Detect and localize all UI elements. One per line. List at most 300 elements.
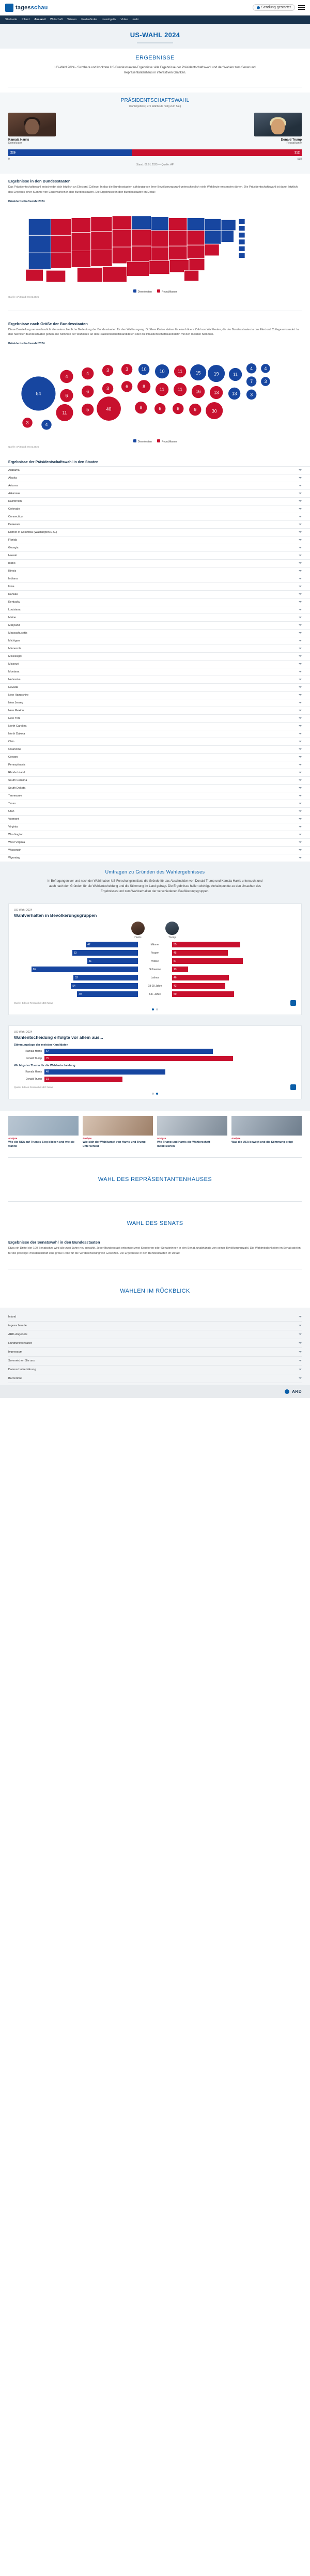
svg-text:30: 30 [211, 408, 217, 414]
footer-item-label: Rundfunkverwaltet [8, 1341, 32, 1345]
map-bubbles-text: Diese Darstellung veranschaulicht die unterschiedliche Bedeutung der Bundesstaaten für den Wahlausgang. Größere Kreise stehen für eine höhere Zahl von Wahlleuten, die der Bundesstaaten in das Electoral College entsendet. In den nächsten Bundesstaaten gehen alle Stimmen der Wahlleute an den Präsidentschaftskandidaten oder die Präsidentschaftskandidatin mit den meisten Stimmen. [8, 328, 299, 336]
state-name: New Jersey [8, 701, 23, 704]
svg-text:19: 19 [213, 371, 219, 377]
senate-results-block [0, 1240, 310, 1263]
chart1-value-harris: 54 [71, 983, 138, 989]
share-icon[interactable] [290, 1084, 296, 1090]
live-dot-icon [257, 6, 260, 9]
chart1-value-trump: 13 [172, 967, 188, 972]
chart1-bar-trump [172, 983, 296, 989]
state-row[interactable] [0, 839, 310, 847]
svg-text:10: 10 [141, 366, 147, 372]
chart1-candidate-headers [14, 922, 296, 939]
svg-text:40: 40 [106, 406, 112, 412]
state-row[interactable] [0, 498, 310, 505]
teaser-kicker: Analyse [83, 1137, 92, 1140]
state-row[interactable] [0, 823, 310, 831]
state-row[interactable] [0, 746, 310, 754]
results-title: ERGEBNISSE [135, 55, 175, 61]
teaser-card[interactable] [157, 1116, 227, 1149]
chart1-bar-harris [14, 949, 138, 956]
chart2-row-label: Donald Trump [25, 1057, 42, 1061]
chart2-row [14, 1077, 296, 1082]
svg-text:3: 3 [264, 378, 267, 384]
footer-item-label: Barrierefrei [8, 1376, 23, 1380]
chevron-down-icon [299, 679, 302, 680]
chevron-down-icon [299, 578, 302, 579]
pagination-dot-2[interactable] [156, 1093, 158, 1095]
chevron-down-icon [299, 508, 302, 510]
chart2-row [14, 1049, 296, 1054]
map-electors-text: Das Präsidentschaftswahl entscheidet sich letztlich an Electoral College. In das die Bundesstaaten abhängig von ihrer Bevölkerungszahl unterschiedlich viele Wahlleute entsenden dürfen. Die Präsidentschaftswahl ist damit letztlich das Ergebnis einer Summe von Einzelwahlen in den Bundesstaaten. Die Ergebnisse in den Bundesstaaten im Detail: [8, 186, 298, 194]
teaser-image [83, 1116, 153, 1136]
chevron-down-icon [299, 756, 302, 758]
state-name: Wisconsin [8, 848, 22, 852]
nav-item-3[interactable]: Wirtschaft [50, 18, 63, 21]
state-name: New Mexico [8, 709, 24, 712]
state-name: Georgia [8, 546, 19, 549]
footer-item-label: Datenschutzerklärung [8, 1368, 36, 1371]
state-row[interactable] [0, 769, 310, 777]
svg-text:6: 6 [65, 393, 68, 398]
state-row[interactable] [0, 777, 310, 785]
chart2-bar-value: 31 [44, 1077, 122, 1082]
chevron-down-icon [299, 1360, 302, 1361]
svg-text:4: 4 [264, 365, 267, 371]
state-row[interactable] [0, 599, 310, 606]
state-row[interactable] [0, 661, 310, 668]
state-name: Ohio [8, 740, 14, 743]
state-row[interactable] [0, 637, 310, 645]
state-row[interactable] [0, 466, 310, 474]
chevron-down-icon [299, 787, 302, 789]
state-name: District of Columbia (Washington D.C.) [8, 530, 57, 534]
share-icon[interactable] [290, 1000, 296, 1006]
state-row[interactable] [0, 505, 310, 513]
svg-text:4: 4 [65, 374, 68, 379]
state-row[interactable] [0, 544, 310, 552]
chart1-source: Quelle: Edison Research / NBC News [14, 1002, 53, 1005]
pagination-dot-1[interactable] [152, 1093, 154, 1095]
chevron-down-icon [299, 741, 302, 742]
chart1-row [14, 974, 296, 981]
state-row[interactable] [0, 668, 310, 676]
chart1-group-label: 65+ Jahre [149, 992, 161, 996]
chart1-value-trump: 43 [172, 983, 225, 989]
footer-item[interactable] [8, 1322, 302, 1330]
retrospective-section [0, 1275, 310, 1308]
chevron-down-icon [299, 632, 302, 634]
state-name: Tennessee [8, 794, 22, 798]
svg-text:6: 6 [159, 406, 162, 411]
chart1-bar-trump [172, 974, 296, 981]
chart2-bar-value: 75 [44, 1056, 233, 1061]
chevron-down-icon [299, 570, 302, 572]
state-row[interactable] [0, 614, 310, 622]
state-row[interactable] [0, 754, 310, 761]
state-name: Texas [8, 802, 16, 805]
footer-item[interactable] [8, 1366, 302, 1374]
state-name: West Virginia [8, 840, 25, 844]
electoral-count-dem: 226 [10, 151, 16, 155]
chevron-down-icon [299, 469, 302, 471]
state-name: Arizona [8, 484, 18, 487]
chart1-kicker: US-Wahl 2024 [14, 909, 33, 912]
nav-item-5[interactable]: Faktenfinder [81, 18, 97, 21]
map-electors-heading: Ergebnisse in den Bundesstaaten [8, 179, 71, 184]
chart1-value-trump: 50 [172, 991, 234, 997]
svg-text:11: 11 [160, 387, 165, 392]
chevron-down-icon [299, 1333, 302, 1335]
avatar-face-shape [271, 119, 285, 134]
chevron-down-icon [299, 826, 302, 827]
main-navigation [0, 16, 310, 24]
map-bubbles-block [0, 316, 310, 455]
electoral-bar [8, 149, 302, 156]
footer-item[interactable] [8, 1374, 302, 1383]
chevron-down-icon [299, 617, 302, 618]
svg-text:8: 8 [177, 406, 180, 411]
house-section [0, 1163, 310, 1196]
us-bubble-svg [8, 347, 302, 438]
state-row[interactable] [0, 800, 310, 808]
chart1-value-trump: 46 [172, 975, 229, 980]
polls-section [0, 862, 310, 902]
chevron-down-icon [299, 810, 302, 812]
chart1-bar-harris [14, 991, 138, 998]
map-electors-label: Präsidentschaftswahl 2024 [8, 200, 45, 203]
chart1-bar-trump [172, 966, 296, 973]
polls-text: In Befragungen vor und nach der Wahl haben US-Forschungsinstitute die Gründe für das Abschneiden von Donald Trump und Kamala Harris untersucht und auch nach den Gründen für die Wahlentscheidung und die Stimmung im Land gefragt. Die Ergebnisse helfen wichtige Anhaltspunkte zu den Ursachen des Ergebnisses und zum Wahlverhalten der verschiedenen Bevölkerungsgruppen. [47, 879, 263, 894]
svg-text:15: 15 [195, 370, 201, 376]
electoral-count-rep: 312 [294, 151, 300, 155]
logo-mark-icon [5, 4, 13, 12]
state-name: Montana [8, 670, 20, 673]
teaser-list [0, 1111, 310, 1152]
state-name: Wyoming [8, 856, 20, 860]
chart1-group-label: Latinos [150, 976, 160, 979]
state-row[interactable] [0, 707, 310, 715]
nav-item-7[interactable]: Video [120, 18, 128, 21]
chevron-down-icon [299, 601, 302, 603]
svg-text:8: 8 [143, 384, 146, 389]
state-row[interactable] [0, 560, 310, 568]
teaser-card[interactable] [231, 1116, 302, 1149]
candidate-harris [8, 113, 56, 145]
electoral-bar-dem [8, 149, 132, 156]
us-bubble-map[interactable] [8, 347, 302, 438]
state-row[interactable] [0, 676, 310, 684]
svg-text:5: 5 [86, 407, 89, 412]
chart2-bar-track [44, 1077, 296, 1082]
chart1-bar-harris [14, 941, 138, 948]
nav-item-6[interactable]: Investigativ [102, 18, 116, 21]
chevron-down-icon [299, 1316, 302, 1317]
state-row[interactable] [0, 575, 310, 583]
chart-card-vote-reasons [8, 1025, 302, 1099]
retrospective-title: WAHLEN IM RÜCKBLICK [120, 1287, 190, 1294]
state-row[interactable] [0, 645, 310, 653]
presidential-title: PRÄSIDENTSCHAFTSWAHL [120, 98, 190, 104]
chevron-down-icon [299, 609, 302, 610]
state-row[interactable] [0, 490, 310, 498]
chart1-title: Wahlverhalten in Bevölkerungsgruppen [14, 913, 97, 918]
chevron-down-icon [299, 717, 302, 719]
chevron-down-icon [299, 1342, 302, 1344]
state-row[interactable] [0, 568, 310, 575]
ard-dot-icon [285, 1389, 289, 1394]
legend-dem: Demokraten [133, 439, 152, 443]
state-name: Arkansas [8, 492, 20, 495]
footer-links [0, 1308, 310, 1385]
nav-item-8[interactable]: mehr [132, 18, 140, 21]
chevron-down-icon [299, 849, 302, 851]
footer-item-label: Inland [8, 1315, 16, 1318]
chart1-rows [14, 941, 296, 998]
candidate-row [8, 113, 302, 145]
state-row[interactable] [0, 692, 310, 699]
footer-item-label: tagesschau.de [8, 1324, 27, 1327]
chevron-down-icon [299, 818, 302, 820]
state-row[interactable] [0, 847, 310, 854]
footer-item[interactable] [8, 1357, 302, 1366]
chart2-rows-a [14, 1049, 296, 1061]
state-name: Illinois [8, 569, 17, 573]
live-status-label: Sendung gestartet [261, 6, 291, 9]
footer-brand [0, 1385, 310, 1398]
avatar-harris-small [131, 922, 145, 935]
svg-text:3: 3 [106, 367, 110, 373]
svg-text:7: 7 [250, 378, 253, 384]
svg-text:54: 54 [36, 391, 41, 396]
candidate-party-harris: Demokraten [8, 142, 23, 145]
pagination-dot-1[interactable] [152, 1008, 154, 1010]
map-bubbles-label: Präsidentschaftswahl 2024 [8, 342, 45, 345]
teaser-title: Was die USA bewegt und die Stimmung prägt [231, 1141, 293, 1144]
footer-item[interactable] [8, 1330, 302, 1339]
state-row[interactable] [0, 622, 310, 630]
legend-max: 538 [297, 158, 302, 161]
state-row[interactable] [0, 552, 310, 560]
state-name: Florida [8, 538, 17, 542]
state-row[interactable] [0, 529, 310, 536]
chart1-pagination[interactable] [14, 1008, 296, 1010]
state-row[interactable] [0, 831, 310, 839]
legend-rep: Republikaner [157, 439, 177, 443]
svg-text:11: 11 [62, 410, 67, 416]
chevron-down-icon [299, 640, 302, 641]
footer-item[interactable] [8, 1339, 302, 1348]
chart1-value-harris: 49 [77, 991, 138, 997]
state-row[interactable] [0, 513, 310, 521]
ard-label: ARD [292, 1389, 302, 1394]
chevron-down-icon [299, 485, 302, 486]
state-row[interactable] [0, 854, 310, 862]
chart1-value-trump: 55 [172, 942, 240, 947]
state-name: Missouri [8, 662, 19, 666]
chart2-rows-b [14, 1069, 296, 1082]
svg-text:4: 4 [45, 422, 48, 427]
chart1-bar-trump [172, 949, 296, 956]
chart1-wrap [0, 901, 310, 1025]
state-name: Idaho [8, 561, 16, 565]
state-name: Maine [8, 616, 16, 619]
chart2-bar-track [44, 1056, 296, 1061]
svg-text:8: 8 [140, 405, 143, 410]
chart1-bar-harris [14, 974, 138, 981]
map-bubbles-source: Quelle: AP/Stand: 06.01.2025 [8, 445, 39, 448]
senate-results-heading: Ergebnisse der Senatswahl in den Bundesstaaten [8, 1240, 100, 1245]
state-row[interactable] [0, 699, 310, 707]
chart1-value-trump: 45 [172, 950, 228, 956]
state-list [0, 466, 310, 862]
teaser-kicker: Analyse [231, 1137, 241, 1140]
chart2-wrap [0, 1025, 310, 1111]
chevron-down-icon [299, 655, 302, 657]
chart2-pagination[interactable] [14, 1093, 296, 1095]
chevron-down-icon [299, 779, 302, 781]
state-name: North Carolina [8, 724, 27, 728]
chart1-value-harris: 52 [73, 975, 138, 980]
state-name: Hawaii [8, 554, 17, 557]
svg-text:11: 11 [178, 387, 183, 392]
chevron-down-icon [299, 663, 302, 665]
state-row[interactable] [0, 630, 310, 637]
pagination-dot-2[interactable] [156, 1008, 158, 1010]
state-row[interactable] [0, 653, 310, 661]
site-logo[interactable] [5, 4, 48, 12]
state-name: New Hampshire [8, 693, 29, 697]
teaser-card[interactable] [8, 1116, 79, 1149]
footer-item[interactable] [8, 1348, 302, 1357]
state-row[interactable] [0, 591, 310, 599]
state-name: Nevada [8, 685, 18, 689]
chart1-footer [14, 1000, 296, 1006]
state-name: Louisiana [8, 608, 21, 611]
state-row[interactable] [0, 684, 310, 692]
nav-item-4[interactable]: Wissen [67, 18, 77, 21]
state-name: Oklahoma [8, 747, 22, 751]
state-name: Minnesota [8, 647, 22, 650]
state-row[interactable] [0, 808, 310, 816]
chart2-source: Quelle: Edison Research / NBC News [14, 1086, 53, 1089]
presidential-subtitle: Wahlergebnis | 270 Wahlleute nötig zum Sieg [129, 105, 181, 109]
candidate-trump [254, 113, 302, 145]
state-row[interactable] [0, 792, 310, 800]
state-row[interactable] [0, 715, 310, 723]
us-choropleth-map[interactable] [8, 205, 302, 288]
live-status-pill[interactable] [253, 4, 295, 11]
candidate-name-trump: Donald Trump [281, 139, 302, 142]
state-name: Kentucky [8, 600, 20, 604]
svg-text:10: 10 [159, 369, 165, 374]
state-row[interactable] [0, 536, 310, 544]
svg-text:3: 3 [126, 366, 128, 372]
state-row[interactable] [0, 482, 310, 490]
chart1-row [14, 983, 296, 989]
svg-text:6: 6 [126, 384, 128, 389]
state-name: Nebraska [8, 678, 21, 681]
state-row[interactable] [0, 521, 310, 529]
chevron-down-icon [299, 748, 302, 750]
chart1-name-harris: Harris [134, 936, 142, 940]
state-name: South Dakota [8, 786, 26, 790]
state-row[interactable] [0, 738, 310, 746]
state-row[interactable] [0, 606, 310, 614]
state-name: Massachusetts [8, 631, 27, 635]
teaser-title: Wie Trump und Harris die Wählerschaft mobilisierten [157, 1141, 210, 1148]
senate-results-text: Etwa ein Drittel der 100 Senatssitze wird alle zwei Jahre neu gewählt. Jeder Bundesstaat entsendet zwei Senatoren oder Senatorinnen in den Senat, unabhängig von seiner Bevölkerungszahl. Die Wahlmöglichkeiten im Senat spielen für die jeweilige Präsidentschaft eine große Rolle für die Verabschiedung von Gesetzen. Die Ergebnisse in den Bundesstaaten im Detail: [8, 1247, 301, 1255]
chevron-down-icon [299, 593, 302, 595]
map-electors-legend [8, 289, 302, 294]
state-row[interactable] [0, 816, 310, 823]
state-row[interactable] [0, 723, 310, 730]
svg-text:13: 13 [231, 391, 237, 396]
chart1-bar-trump [172, 958, 296, 964]
menu-button[interactable] [298, 5, 305, 10]
chart2-row [14, 1056, 296, 1061]
chevron-down-icon [299, 671, 302, 672]
chart1-value-trump: 57 [172, 958, 243, 964]
chart2-bar-track [44, 1069, 296, 1075]
teaser-card[interactable] [83, 1116, 153, 1149]
state-name: New York [8, 716, 21, 720]
chart2-row-label: Donald Trump [25, 1078, 42, 1081]
footer-item-label: So erreichen Sie uns [8, 1359, 35, 1362]
avatar-harris [8, 113, 56, 136]
chart2-bar-track [44, 1049, 296, 1054]
chart2-title: Wahlentscheidung erfolgte vor allem aus... [14, 1035, 103, 1040]
chart1-group-label: 18-29 Jahre [148, 984, 162, 988]
chevron-down-icon [299, 1369, 302, 1370]
nav-item-0[interactable]: Startseite [5, 18, 18, 21]
hero-banner [0, 24, 310, 49]
map-electors-source: Quelle: AP/Stand: 06.01.2025 [8, 295, 39, 298]
chart2-section-b-title: Wichtigstes Thema für die Wahlentscheidung [14, 1064, 75, 1068]
electoral-bar-legend [8, 158, 302, 161]
results-section [0, 49, 310, 82]
state-row[interactable] [0, 583, 310, 591]
state-row[interactable] [0, 785, 310, 792]
state-row[interactable] [0, 761, 310, 769]
nav-item-1[interactable]: Inland [22, 18, 30, 21]
svg-text:6: 6 [86, 389, 89, 394]
state-name: Rhode Island [8, 771, 25, 774]
teaser-kicker: Analyse [8, 1137, 18, 1140]
svg-text:11: 11 [233, 372, 238, 377]
chart1-value-harris: 86 [32, 967, 138, 972]
chart1-bar-harris [14, 966, 138, 973]
chart1-value-harris: 42 [86, 942, 138, 947]
chevron-down-icon [299, 803, 302, 804]
state-row[interactable] [0, 474, 310, 482]
chart2-section-a-title: Stimmungslage der meisten Kandidaten [14, 1044, 68, 1047]
state-name: Oregon [8, 755, 18, 759]
chart2-bar-value: 48 [44, 1069, 165, 1075]
chart1-value-harris: 53 [72, 950, 138, 956]
chart2-kicker: US-Wahl 2024 [14, 1031, 33, 1034]
chart1-row [14, 958, 296, 964]
chart-card-population-groups [8, 903, 302, 1015]
chart1-bar-trump [172, 941, 296, 948]
chevron-down-icon [299, 531, 302, 533]
state-name: Iowa [8, 585, 14, 588]
state-row[interactable] [0, 730, 310, 738]
footer-item[interactable] [8, 1313, 302, 1322]
chevron-down-icon [299, 547, 302, 548]
nav-item-2[interactable]: Ausland [34, 18, 45, 21]
state-name: Connecticut [8, 515, 24, 518]
